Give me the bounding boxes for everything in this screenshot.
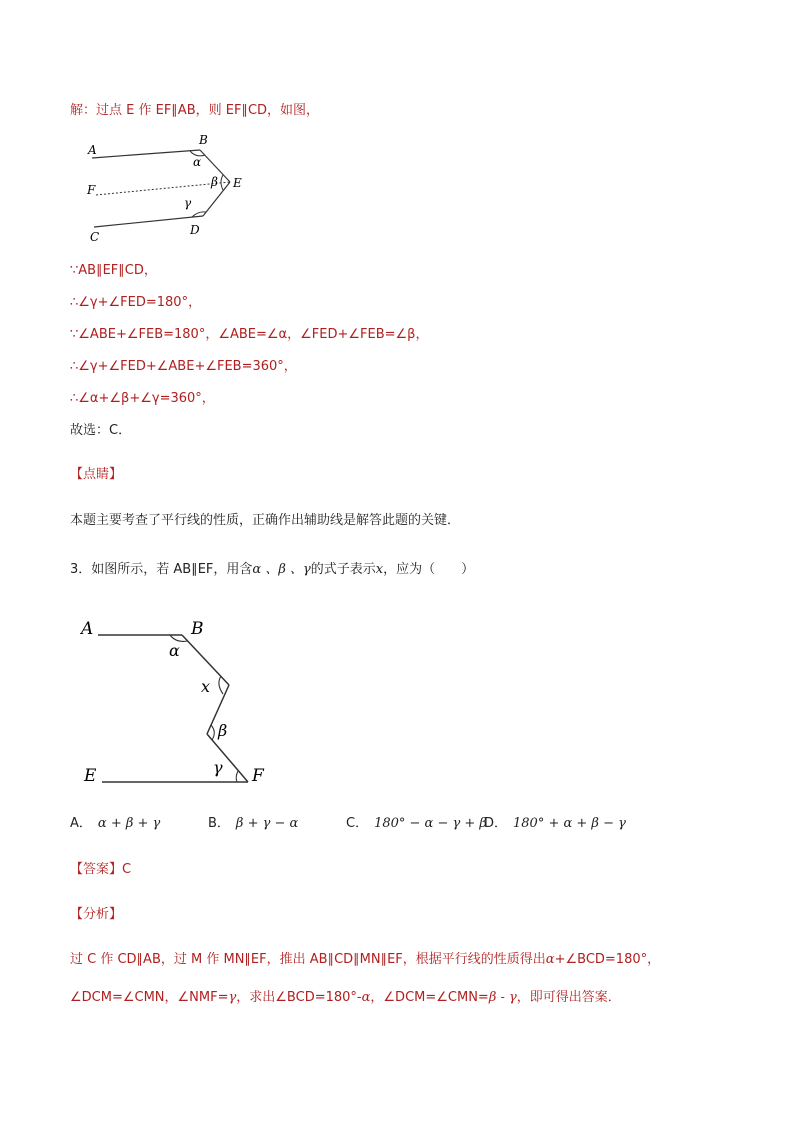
analysis-line-2 <box>70 989 621 1007</box>
comment-heading: 【点睛】 <box>70 467 123 482</box>
segment-ab <box>92 150 200 158</box>
solution-step-1: ∵AB∥EF∥CD， <box>70 263 157 278</box>
analysis-line-2-alpha: α <box>361 990 371 1005</box>
question-3-stem <box>70 561 474 579</box>
analysis-line-1-text: 过 C 作 CD∥AB，过 M 作 MN∥EF，推出 AB∥CD∥MN∥EF，根据平行线的性质得出 <box>70 952 546 967</box>
analysis-line-2-c: ，∠DCM=∠CMN= <box>370 990 489 1005</box>
option-d-letter: D． <box>484 816 508 831</box>
question-3-stem-mid: 的式子表示 <box>310 562 376 577</box>
label-a-2: A <box>81 619 94 639</box>
option-b[interactable] <box>208 815 298 833</box>
analysis-line-2-bg: β - γ <box>488 990 517 1005</box>
label-x: x <box>201 677 211 696</box>
figure-1 <box>80 128 260 246</box>
question-3-stem-suffix: ，应为（ ） <box>383 562 475 577</box>
label-c: C <box>90 230 100 244</box>
question-3-stem-prefix: 3．如图所示，若 AB∥EF，用含 <box>70 562 253 577</box>
option-c[interactable] <box>346 815 487 833</box>
label-beta-2: β <box>218 721 228 740</box>
label-alpha-2: α <box>169 641 180 660</box>
label-f: F <box>87 183 96 197</box>
answer-value: C <box>122 862 132 877</box>
label-b-2: B <box>191 619 204 639</box>
analysis-line-1-tail: +∠BCD=180°， <box>554 952 661 967</box>
question-3-stem-vars: α 、β 、γ <box>252 562 311 577</box>
solution-step-2: ∴∠γ+∠FED=180°， <box>70 295 202 310</box>
question-3-stem-x: x <box>375 562 384 577</box>
label-alpha: α <box>193 155 202 169</box>
dotted-line-fe <box>96 182 230 195</box>
option-c-expr: 180° − α − γ + β <box>374 816 487 831</box>
option-b-expr: β + γ − α <box>235 816 299 831</box>
solution-choice: 故选：C． <box>70 423 132 438</box>
solution-step-5: ∴∠α+∠β+∠γ=360°， <box>70 391 215 406</box>
analysis-line-1-math: α <box>545 952 555 967</box>
solution-step-4: ∴∠γ+∠FED+∠ABE+∠FEB=360°， <box>70 359 297 374</box>
label-d: D <box>190 223 200 237</box>
analysis-heading: 【分析】 <box>70 907 123 922</box>
label-a: A <box>88 143 97 157</box>
answer-line <box>70 861 131 879</box>
answer-heading: 【答案】 <box>70 862 123 877</box>
option-b-letter: B． <box>208 816 230 831</box>
analysis-line-2-b: ，求出∠BCD=180°- <box>236 990 362 1005</box>
option-d[interactable] <box>484 815 626 833</box>
analysis-line-2-d: ，即可得出答案． <box>516 990 621 1005</box>
angle-gamma-arc-2 <box>236 771 238 782</box>
label-b: B <box>199 133 208 147</box>
label-e-2: E <box>84 766 97 786</box>
label-gamma: γ <box>184 196 192 210</box>
option-c-letter: C． <box>346 816 369 831</box>
angle-beta-arc <box>221 175 223 190</box>
analysis-line-1 <box>70 951 660 969</box>
option-d-expr: 180° + α + β − γ <box>513 816 626 831</box>
label-e: E <box>233 176 242 190</box>
option-a-expr: α + β + γ <box>97 816 161 831</box>
analysis-line-2-gamma: γ <box>228 990 237 1005</box>
segment-cd <box>94 216 203 227</box>
analysis-line-2-a: ∠DCM=∠CMN，∠NMF= <box>70 990 229 1005</box>
label-beta: β <box>211 175 218 189</box>
label-gamma-2: γ <box>213 758 223 777</box>
solution-step-3: ∵∠ABE+∠FEB=180°，∠ABE=∠α，∠FED+∠FEB=∠β， <box>70 327 429 342</box>
label-f-2: F <box>252 766 264 786</box>
option-a[interactable] <box>70 815 160 833</box>
figure-2 <box>80 612 280 790</box>
comment-text: 本题主要考查了平行线的性质，正确作出辅助线是解答此题的关键． <box>70 513 461 528</box>
solution-intro: 解：过点 E 作 EF∥AB，则 EF∥CD，如图， <box>70 103 320 118</box>
angle-beta-arc-2 <box>211 725 214 740</box>
option-a-letter: A． <box>70 816 92 831</box>
